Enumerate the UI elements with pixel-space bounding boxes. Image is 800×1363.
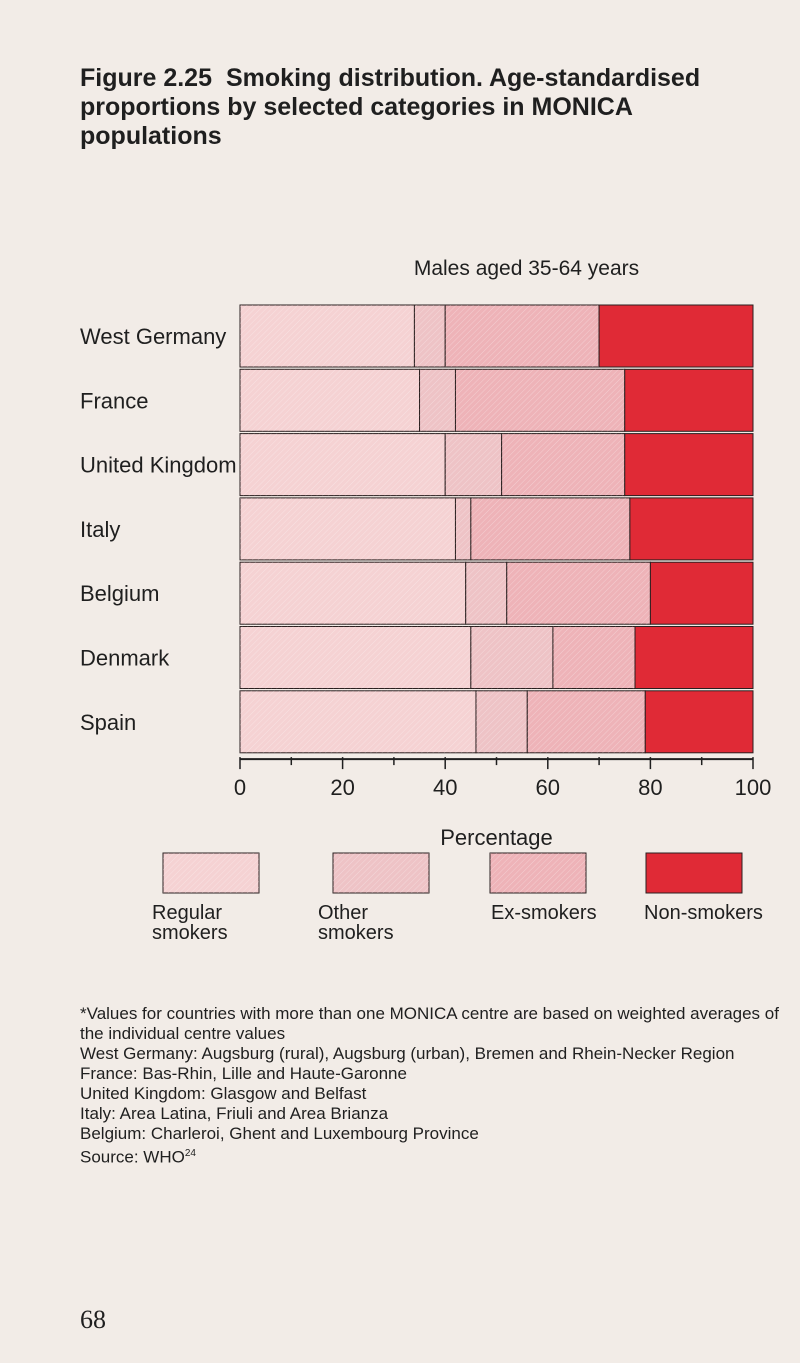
bar-hatch: [420, 369, 456, 431]
note-line: West Germany: Augsburg (rural), Augsburg (urban), Bremen and Rhein-Necker Region: [80, 1044, 735, 1063]
bar-hatch: [455, 498, 470, 560]
legend-label: Other: [318, 902, 369, 924]
note-line: Italy: Area Latina, Friuli and Area Brianza: [80, 1104, 389, 1123]
bar-hatch: [414, 305, 445, 367]
category-label: West Germany: [80, 324, 227, 349]
legend-label: smokers: [152, 922, 228, 944]
x-tick-label: 40: [432, 775, 458, 801]
note-line: *Values for countries with more than one MONICA centre are based on weighted averages of the individual centre values: [80, 1004, 779, 1043]
bar-hatch: [507, 562, 651, 624]
category-label: Belgium: [80, 581, 160, 607]
legend-swatch: [646, 853, 742, 893]
legend-label: Regular: [152, 902, 223, 924]
bar-segment: [625, 369, 753, 431]
bar-hatch: [466, 562, 507, 624]
bar-hatch: [240, 691, 476, 753]
bar-hatch: [527, 691, 645, 753]
figure-title: [80, 64, 780, 151]
bar-hatch: [240, 369, 420, 431]
category-label: Spain: [80, 709, 137, 735]
x-tick-label: 20: [330, 775, 355, 801]
bar-hatch: [240, 498, 455, 560]
bar-hatch: [240, 627, 471, 689]
x-tick-label: 100: [734, 775, 772, 801]
category-label: United Kingdom: [80, 452, 237, 478]
bar-segment: [599, 305, 753, 367]
category-label: Denmark: [80, 645, 170, 671]
bar-hatch: [240, 305, 414, 367]
note-line: United Kingdom: Glasgow and Belfast: [80, 1084, 367, 1103]
bar-segment: [630, 498, 753, 560]
legend-label: smokers: [318, 922, 394, 944]
legend-swatch-hatch: [490, 853, 586, 893]
bar-segment: [635, 627, 753, 689]
x-tick-label: 60: [535, 775, 561, 801]
category-label: Italy: [80, 516, 121, 542]
bar-hatch: [471, 498, 630, 560]
category-label: France: [80, 388, 149, 414]
x-axis-label: Percentage: [440, 825, 553, 851]
bar-hatch: [455, 369, 624, 431]
figure-number: Figure 2.25: [80, 64, 212, 92]
figure-caption: Smoking distribution. Age-standardised proportions by selected categories in MONICA populations: [80, 64, 701, 150]
bar-hatch: [553, 627, 635, 689]
legend-label: Ex-smokers: [491, 902, 597, 924]
bar-hatch: [240, 562, 466, 624]
bar-hatch: [240, 434, 445, 496]
note-line: Belgium: Charleroi, Ghent and Luxembourg Province: [80, 1124, 479, 1143]
chart-title: Males aged 35-64 years: [413, 257, 640, 280]
legend-label: Non-smokers: [644, 902, 763, 924]
source-label: Source: WHO: [80, 1147, 185, 1167]
bar-hatch: [445, 434, 501, 496]
bar-hatch: [476, 691, 527, 753]
source-line: [80, 1144, 780, 1168]
legend-swatch-hatch: [163, 853, 259, 893]
bar-segment: [650, 562, 753, 624]
bar-segment: [625, 434, 753, 496]
bar-hatch: [502, 434, 625, 496]
page-number: 68: [80, 1305, 106, 1334]
x-tick-label: 0: [233, 775, 247, 801]
source-ref: 24: [184, 1148, 196, 1159]
bar-hatch: [445, 305, 599, 367]
chart: [0, 235, 800, 955]
bar-hatch: [471, 627, 553, 689]
bar-segment: [645, 691, 753, 753]
note-line: France: Bas-Rhin, Lille and Haute-Garonne: [80, 1064, 407, 1083]
x-tick-label: 80: [638, 775, 663, 801]
legend-swatch-hatch: [333, 853, 429, 893]
figure-notes: [80, 1004, 780, 1168]
